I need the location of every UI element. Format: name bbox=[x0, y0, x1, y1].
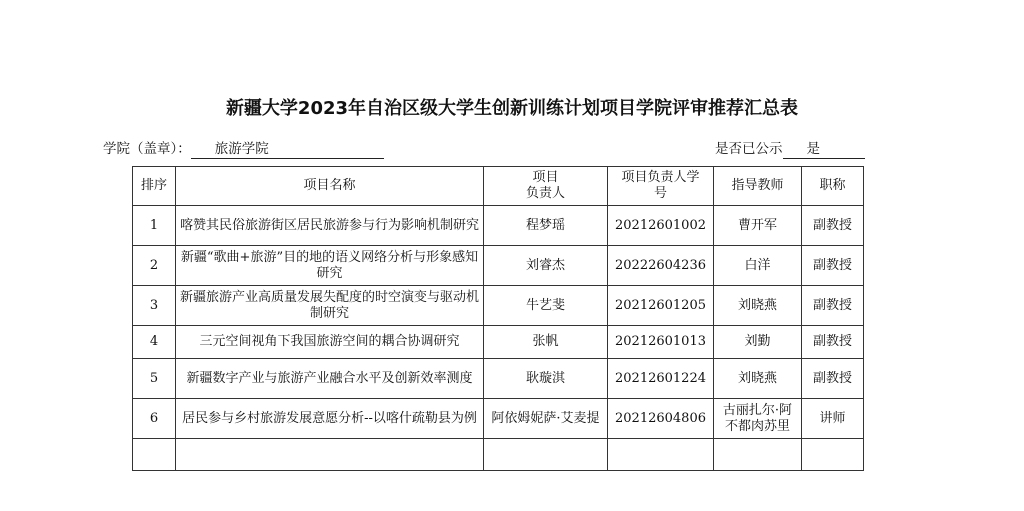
table-row bbox=[133, 359, 864, 399]
cell-rank: 5 bbox=[133, 359, 176, 399]
table-row bbox=[133, 326, 864, 359]
cell-empty bbox=[176, 439, 484, 471]
public-label: 是否已公示 bbox=[715, 141, 783, 157]
cell-project-name: 新疆“歌曲+旅游”目的地的语义网络分析与形象感知研究 bbox=[176, 246, 484, 286]
cell-leader: 程梦瑶 bbox=[484, 206, 608, 246]
cell-leader: 张帆 bbox=[484, 326, 608, 359]
cell-title: 副教授 bbox=[802, 286, 864, 326]
cell-rank: 2 bbox=[133, 246, 176, 286]
cell-advisor: 曹开军 bbox=[714, 206, 802, 246]
cell-title: 副教授 bbox=[802, 246, 864, 286]
cell-title: 副教授 bbox=[802, 359, 864, 399]
table-row bbox=[133, 399, 864, 439]
table-row bbox=[133, 246, 864, 286]
cell-title: 副教授 bbox=[802, 326, 864, 359]
cell-rank: 6 bbox=[133, 399, 176, 439]
header-rank: 排序 bbox=[133, 167, 176, 206]
table-row bbox=[133, 206, 864, 246]
header-student-id: 项目负责人学 号 bbox=[608, 167, 714, 206]
cell-title: 讲师 bbox=[802, 399, 864, 439]
college-line bbox=[103, 137, 384, 159]
college-label: 学院（盖章）： bbox=[103, 141, 191, 157]
cell-empty bbox=[802, 439, 864, 471]
empty-row bbox=[133, 439, 864, 471]
cell-project-name: 三元空间视角下我国旅游空间的耦合协调研究 bbox=[176, 326, 484, 359]
cell-project-name: 喀赞其民俗旅游街区居民旅游参与行为影响机制研究 bbox=[176, 206, 484, 246]
cell-leader: 牛艺斐 bbox=[484, 286, 608, 326]
header-project-name: 项目名称 bbox=[176, 167, 484, 206]
cell-advisor: 刘勤 bbox=[714, 326, 802, 359]
cell-advisor: 刘晓燕 bbox=[714, 359, 802, 399]
summary-table bbox=[132, 166, 864, 471]
college-value: 旅游学院 bbox=[191, 142, 384, 159]
cell-rank: 4 bbox=[133, 326, 176, 359]
cell-student-id: 20212604806 bbox=[608, 399, 714, 439]
cell-student-id: 20212601205 bbox=[608, 286, 714, 326]
cell-rank: 1 bbox=[133, 206, 176, 246]
cell-student-id: 20212601013 bbox=[608, 326, 714, 359]
cell-advisor: 刘晓燕 bbox=[714, 286, 802, 326]
cell-project-name: 居民参与乡村旅游发展意愿分析--以喀什疏勒县为例 bbox=[176, 399, 484, 439]
cell-leader: 耿璇淇 bbox=[484, 359, 608, 399]
cell-empty bbox=[133, 439, 176, 471]
document-title: 新疆大学2023年自治区级大学生创新训练计划项目学院评审推荐汇总表 bbox=[225, 98, 799, 119]
public-line bbox=[715, 137, 865, 159]
cell-leader: 刘睿杰 bbox=[484, 246, 608, 286]
table-header-row bbox=[133, 167, 864, 206]
table-row bbox=[133, 286, 864, 326]
cell-project-name: 新疆旅游产业高质量发展失配度的时空演变与驱动机制研究 bbox=[176, 286, 484, 326]
header-title: 职称 bbox=[802, 167, 864, 206]
cell-advisor: 白洋 bbox=[714, 246, 802, 286]
cell-empty bbox=[484, 439, 608, 471]
header-leader: 项目 负责人 bbox=[484, 167, 608, 206]
public-value: 是 bbox=[783, 142, 865, 159]
cell-title: 副教授 bbox=[802, 206, 864, 246]
cell-empty bbox=[608, 439, 714, 471]
cell-leader: 阿依姆妮萨·艾麦提 bbox=[484, 399, 608, 439]
cell-project-name: 新疆数字产业与旅游产业融合水平及创新效率测度 bbox=[176, 359, 484, 399]
cell-student-id: 20222604236 bbox=[608, 246, 714, 286]
cell-rank: 3 bbox=[133, 286, 176, 326]
header-advisor: 指导教师 bbox=[714, 167, 802, 206]
cell-student-id: 20212601002 bbox=[608, 206, 714, 246]
cell-advisor: 古丽扎尔·阿不都肉苏里 bbox=[714, 399, 802, 439]
cell-student-id: 20212601224 bbox=[608, 359, 714, 399]
cell-empty bbox=[714, 439, 802, 471]
